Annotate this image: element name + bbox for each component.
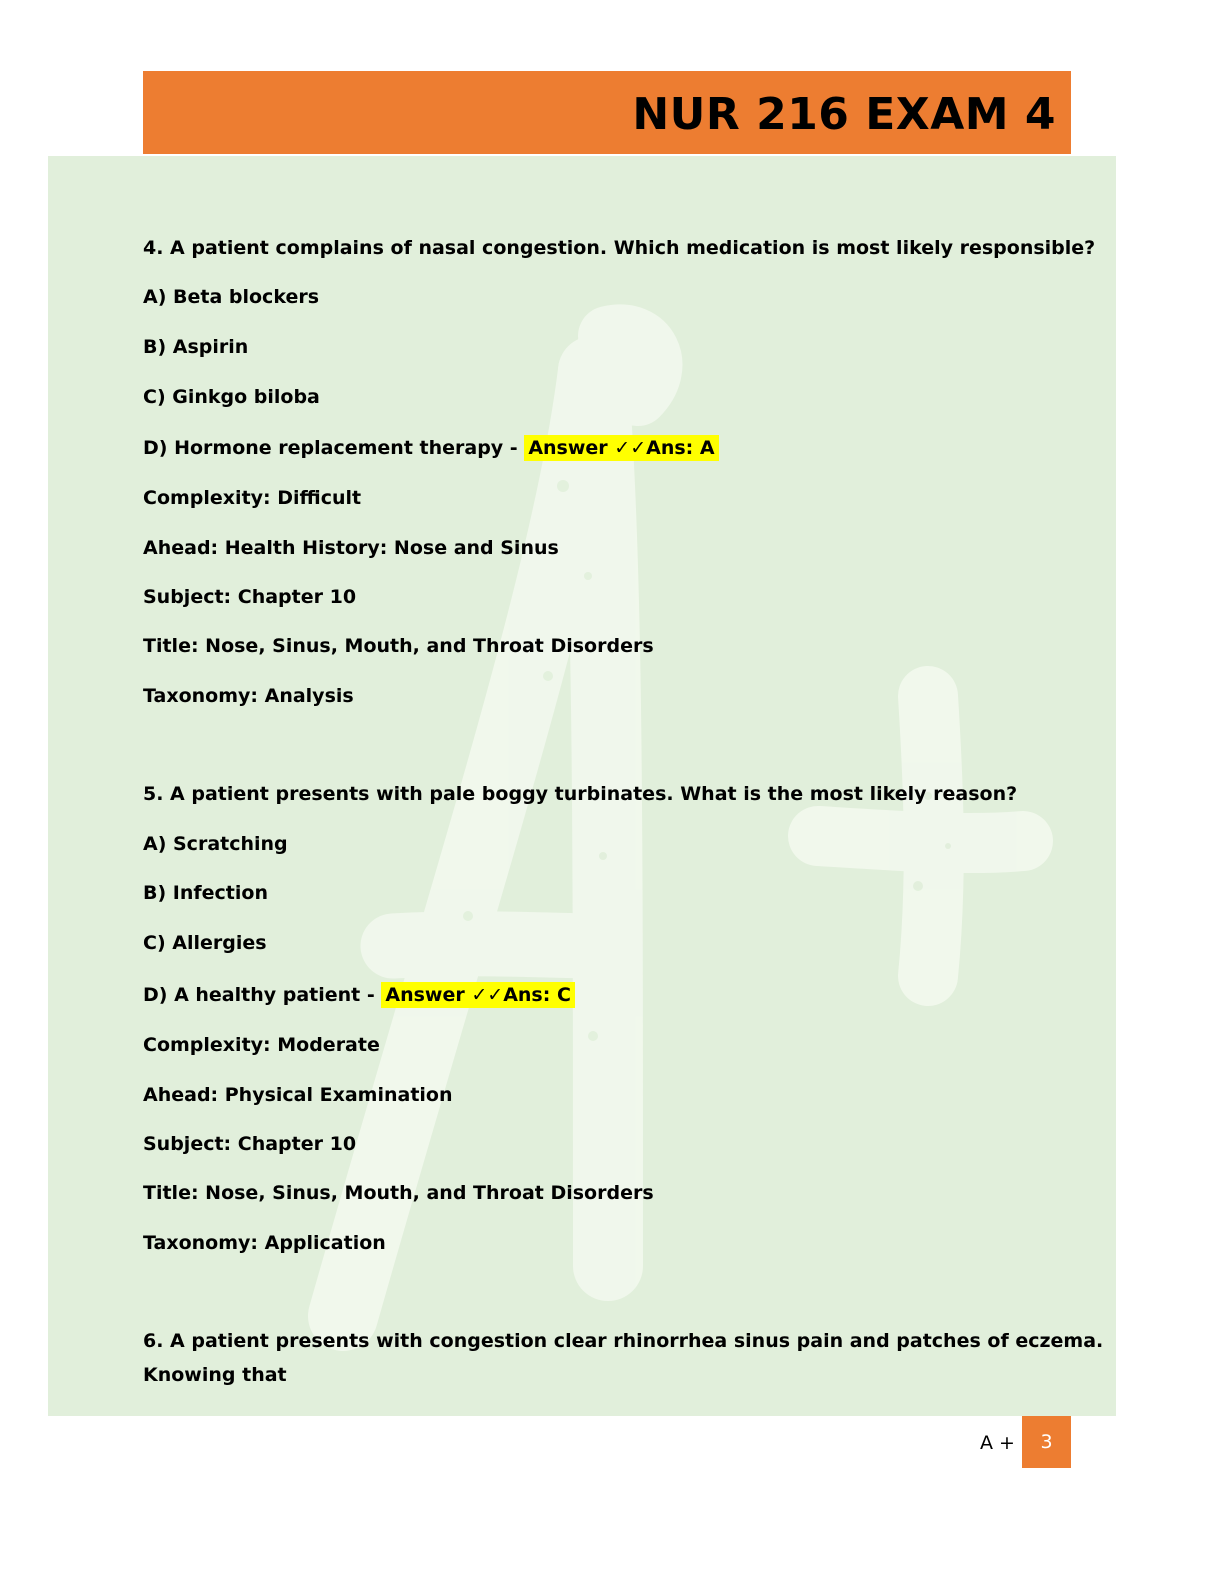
question-5-option-c: C) Allergies [143,932,267,954]
footer-grade-label: A + [980,1432,1015,1454]
question-4-taxonomy: Taxonomy: Analysis [143,685,354,707]
question-4-option-d-row [143,435,719,461]
question-4-text: 4. A patient complains of nasal congestion. Which medication is most likely responsible? [143,237,1096,259]
question-4-ahead: Ahead: Health History: Nose and Sinus [143,537,559,559]
question-4-title: Title: Nose, Sinus, Mouth, and Throat Disorders [143,635,654,657]
header-bar [143,71,1071,154]
question-5-answer: Answer ✓✓Ans: C [381,982,575,1008]
question-4-option-c: C) Ginkgo biloba [143,386,320,408]
question-4-complexity: Complexity: Difficult [143,487,362,509]
question-5-option-b: B) Infection [143,882,268,904]
question-5-option-d-row [143,982,575,1008]
question-4-subject: Subject: Chapter 10 [143,586,357,608]
question-5-text: 5. A patient presents with pale boggy turbinates. What is the most likely reason? [143,783,1018,805]
question-6-text-line-1: 6. A patient presents with congestion clear rhinorrhea sinus pain and patches of eczema. [143,1330,1104,1352]
question-5-option-a: A) Scratching [143,833,288,855]
question-4-answer: Answer ✓✓Ans: A [524,435,718,461]
question-5-subject: Subject: Chapter 10 [143,1133,357,1155]
question-5-ahead: Ahead: Physical Examination [143,1084,453,1106]
document-title: NUR 216 EXAM 4 [632,89,1056,140]
question-4-option-d: D) Hormone replacement therapy - [143,437,518,459]
question-6-text-line-2: Knowing that [143,1364,287,1386]
page-number: 3 [1022,1416,1071,1468]
content-area [48,156,1116,1416]
question-5-title: Title: Nose, Sinus, Mouth, and Throat Disorders [143,1182,654,1204]
question-5-taxonomy: Taxonomy: Application [143,1232,386,1254]
question-5-option-d: D) A healthy patient - [143,984,375,1006]
question-5-complexity: Complexity: Moderate [143,1034,380,1056]
question-4-option-b: B) Aspirin [143,336,249,358]
question-4-option-a: A) Beta blockers [143,286,320,308]
